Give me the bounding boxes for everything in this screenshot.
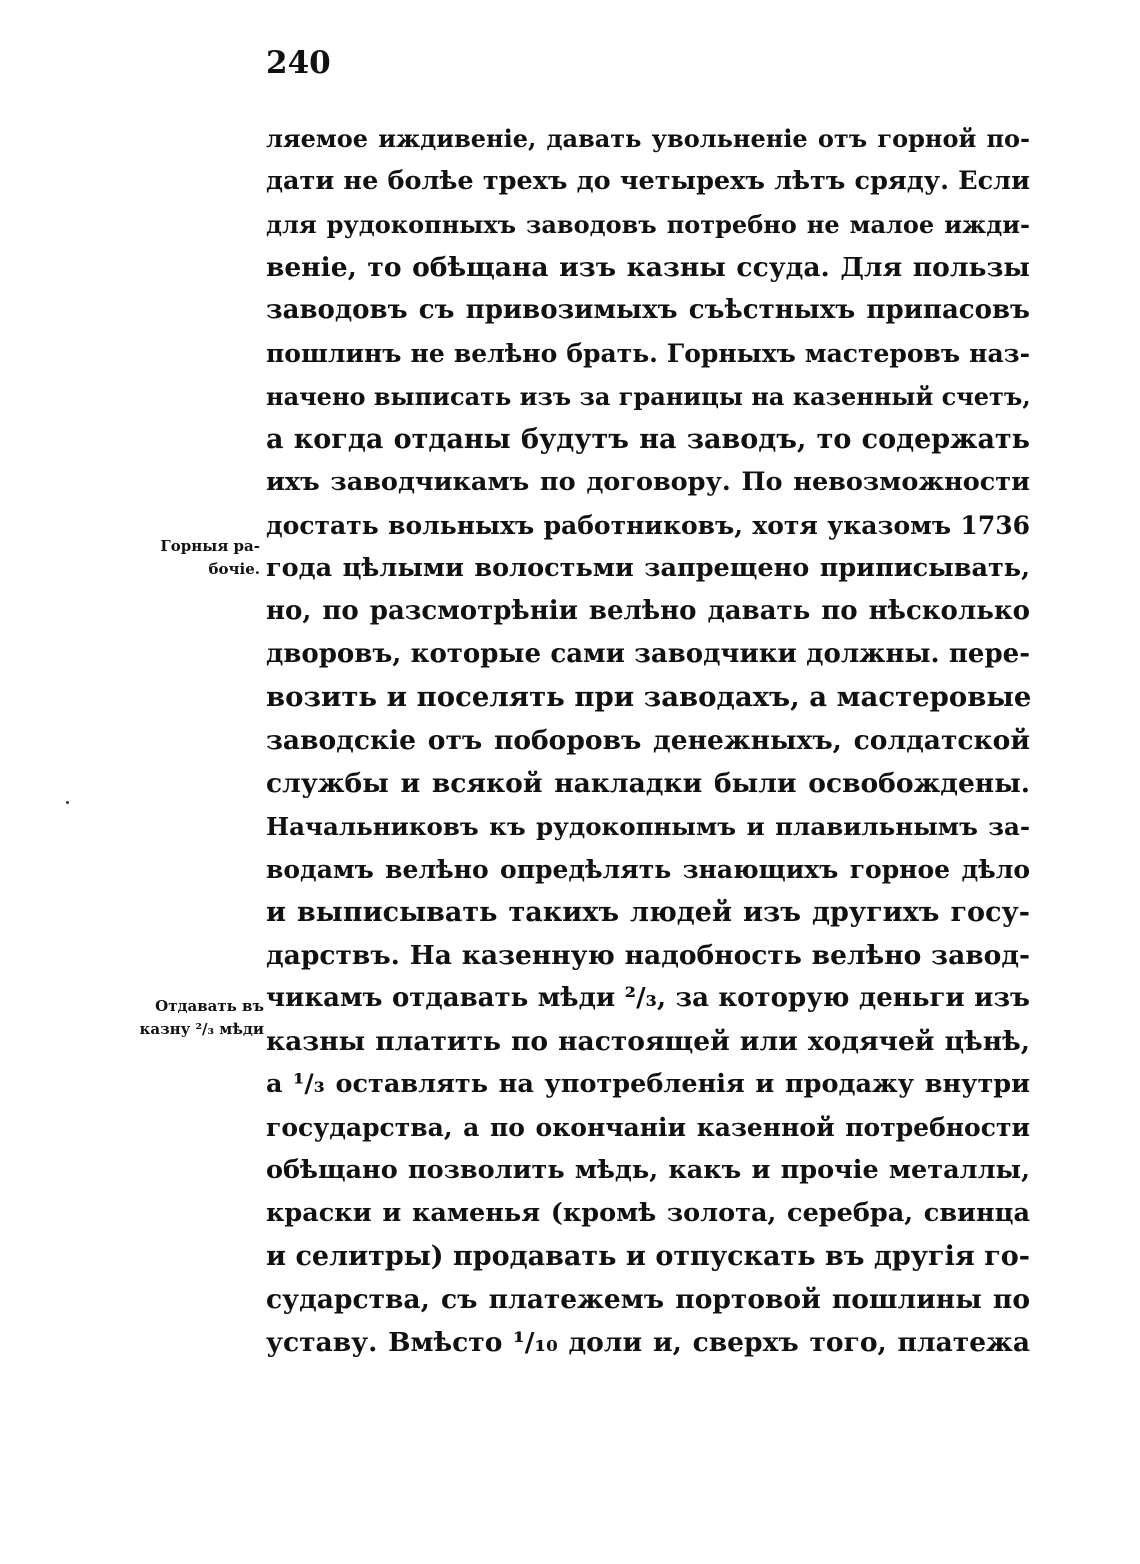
text-line: ляемое иждивеніе, давать увольненіе отъ горной по- (266, 124, 1030, 153)
text-line: года цѣлыми волостьми запрещено приписывать, (266, 553, 1030, 583)
margin-note-mining-workers (120, 535, 260, 581)
text-line: возить и поселять при заводахъ, а мастеровые (266, 681, 1032, 713)
text-line: чикамъ отдавать мѣди ²/₃, за которую деньги изъ (266, 983, 1030, 1013)
text-line: водамъ велѣно опредѣлять знающихъ горное дѣло (266, 855, 1030, 884)
text-line: веніе, то обѣщана изъ казны ссуда. Для пользы (266, 252, 1030, 283)
margin-note-line: Отдавать въ (155, 997, 264, 1015)
text-line: начено выписать изъ за границы на казенный счетъ, (266, 382, 1031, 411)
text-line: уставу. Вмѣсто ¹/₁₀ доли и, сверхъ того, платежа (266, 1327, 1030, 1358)
margin-note-copper-to-treasury (104, 995, 264, 1041)
text-line: дати не болѣе трехъ до четырехъ лѣтъ сряду. Если (266, 166, 1030, 196)
margin-note-line: Горныя ра- (160, 537, 260, 555)
text-line: обѣщано позволить мѣдь, какъ и прочіе металлы, (266, 1155, 1030, 1185)
stray-mark (66, 801, 69, 804)
text-line: а когда отданы будутъ на заводъ, то содержать (266, 424, 1030, 455)
text-line: но, по разсмотрѣніи велѣно давать по нѣсколько (266, 596, 1030, 626)
text-line: пошлинъ не велѣно брать. Горныхъ мастеровъ наз- (266, 339, 1030, 368)
text-line: сударства, съ платежемъ портовой пошлины по (266, 1284, 1030, 1315)
text-line: заводскіе отъ поборовъ денежныхъ, солдатской (266, 725, 1030, 756)
text-line: и выписывать такихъ людей изъ другихъ госу- (266, 897, 1030, 928)
text-line: службы и всякой накладки были освобождены. (266, 768, 1030, 799)
page-number: 240 (266, 45, 331, 81)
text-line: дворовъ, которые сами заводчики должны. пере- (266, 639, 1030, 669)
text-line: для рудокопныхъ заводовъ потребно не малое ижди- (266, 210, 1030, 239)
text-line: казны платить по настоящей или ходячей цѣнѣ, (266, 1026, 1030, 1057)
text-line: краски и каменья (кромѣ золота, серебра, свинца (266, 1198, 1030, 1228)
text-line: Начальниковъ къ рудокопнымъ и плавильнымъ за- (266, 812, 1030, 841)
text-line: дарствъ. На казенную надобность велѣно завод- (266, 940, 1030, 971)
text-line: достать вольныхъ работниковъ, хотя указомъ 1736 (266, 511, 1030, 540)
margin-note-line: казну ²/₃ мѣди (139, 1020, 264, 1038)
text-line: и селитры) продавать и отпускать въ другія го- (266, 1241, 1030, 1272)
text-line: государства, а по окончаніи казенной потребности (266, 1113, 1030, 1142)
text-line: ихъ заводчикамъ по договору. По невозможности (266, 467, 1030, 497)
text-line: заводовъ съ привозимыхъ съѣстныхъ припасовъ (266, 295, 1030, 325)
margin-note-line: бочіе. (208, 560, 260, 578)
text-line: а ¹/₃ оставлять на употребленія и продажу внутри (266, 1069, 1030, 1099)
